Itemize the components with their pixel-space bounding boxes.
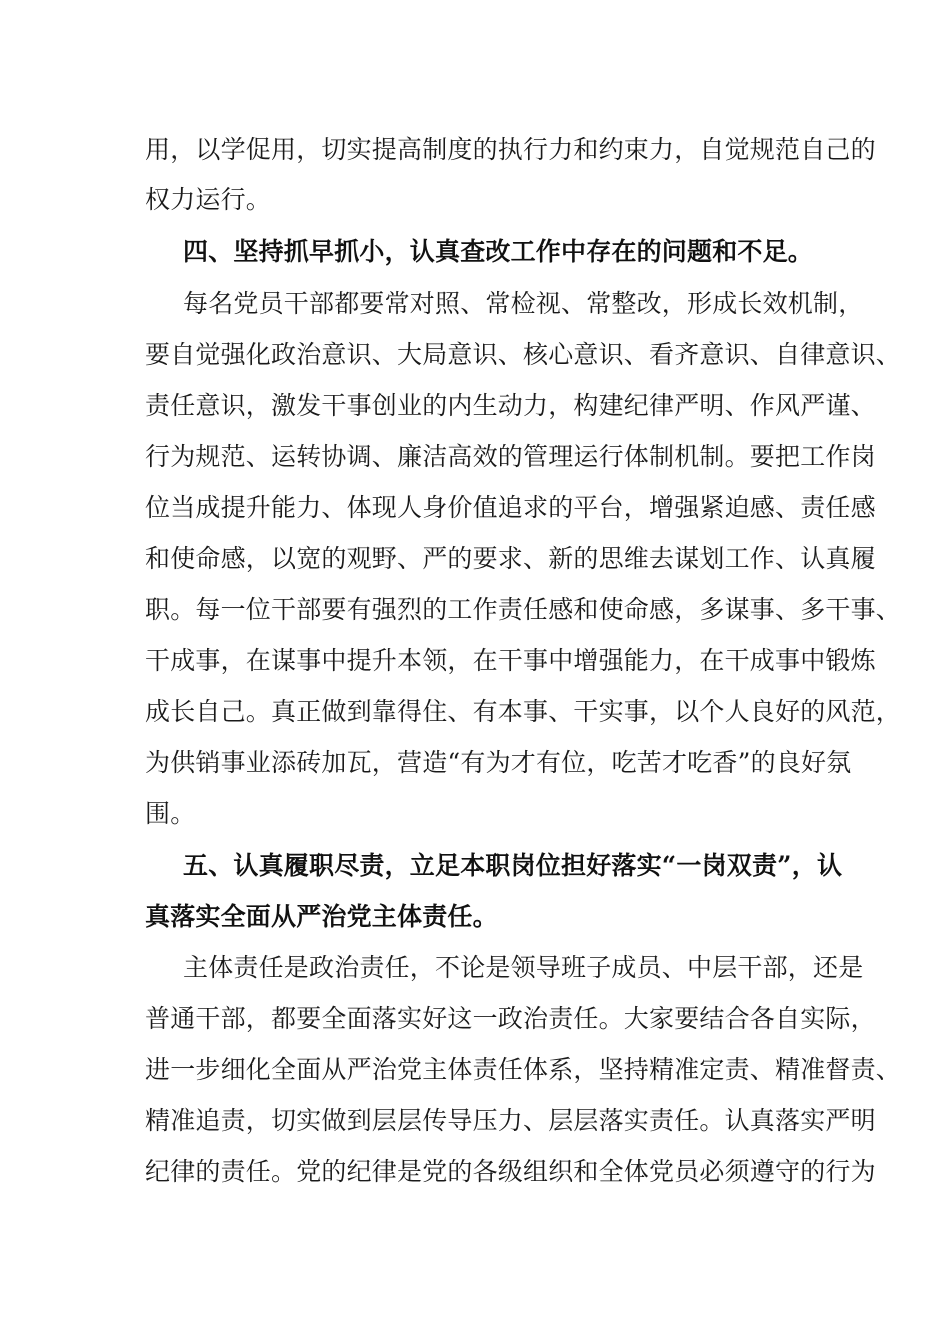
body-text-line: 权力运行。	[145, 185, 272, 214]
paragraph-first-line: 主体责任是政治责任，不论是领导班子成员、中层干部，还是	[183, 953, 864, 982]
body-text-line: 成长自己。真正做到靠得住、有本事、干实事，以个人良好的风范，	[145, 697, 902, 726]
body-text-line: 精准追责，切实做到层层传导压力、层层落实责任。认真落实严明	[145, 1106, 876, 1135]
section-heading-4: 四、坚持抓早抓小，认真查改工作中存在的问题和不足。	[183, 237, 814, 266]
body-text-line: 职。每一位干部要有强烈的工作责任感和使命感，多谋事、多干事、	[145, 595, 902, 624]
body-text-line: 要自觉强化政治意识、大局意识、核心意识、看齐意识、自律意识、	[145, 340, 902, 369]
body-text-line: 责任意识，激发干事创业的内生动力，构建纪律严明、作风严谨、	[145, 391, 876, 420]
body-text-line: 普通干部，都要全面落实好这一政治责任。大家要结合各自实际，	[145, 1004, 876, 1033]
body-text-line: 行为规范、运转协调、廉洁高效的管理运行体制机制。要把工作岗	[145, 442, 876, 471]
body-text-line: 围。	[145, 799, 196, 828]
body-text-line: 用，以学促用，切实提高制度的执行力和约束力，自觉规范自己的	[145, 135, 876, 164]
body-text-line: 和使命感，以宽的观野、严的要求、新的思维去谋划工作、认真履	[145, 544, 876, 573]
paragraph-first-line: 每名党员干部都要常对照、常检视、常整改，形成长效机制，	[183, 289, 864, 318]
body-text-line: 进一步细化全面从严治党主体责任体系，坚持精准定责、精准督责、	[145, 1055, 902, 1084]
section-heading-5: 五、认真履职尽责，立足本职岗位担好落实“一岗双责”，认	[183, 851, 843, 880]
body-text-line: 为供销事业添砖加瓦，营造“有为才有位，吃苦才吃香”的良好氛	[145, 748, 852, 777]
body-text-line: 位当成提升能力、体现人身价值追求的平台，增强紧迫感、责任感	[145, 493, 876, 522]
section-heading-5-continued: 真落实全面从严治党主体责任。	[145, 902, 498, 931]
body-text-line: 干成事，在谋事中提升本领，在干事中增强能力，在干成事中锻炼	[145, 646, 876, 675]
body-text-line: 纪律的责任。党的纪律是党的各级组织和全体党员必须遵守的行为	[145, 1157, 876, 1186]
